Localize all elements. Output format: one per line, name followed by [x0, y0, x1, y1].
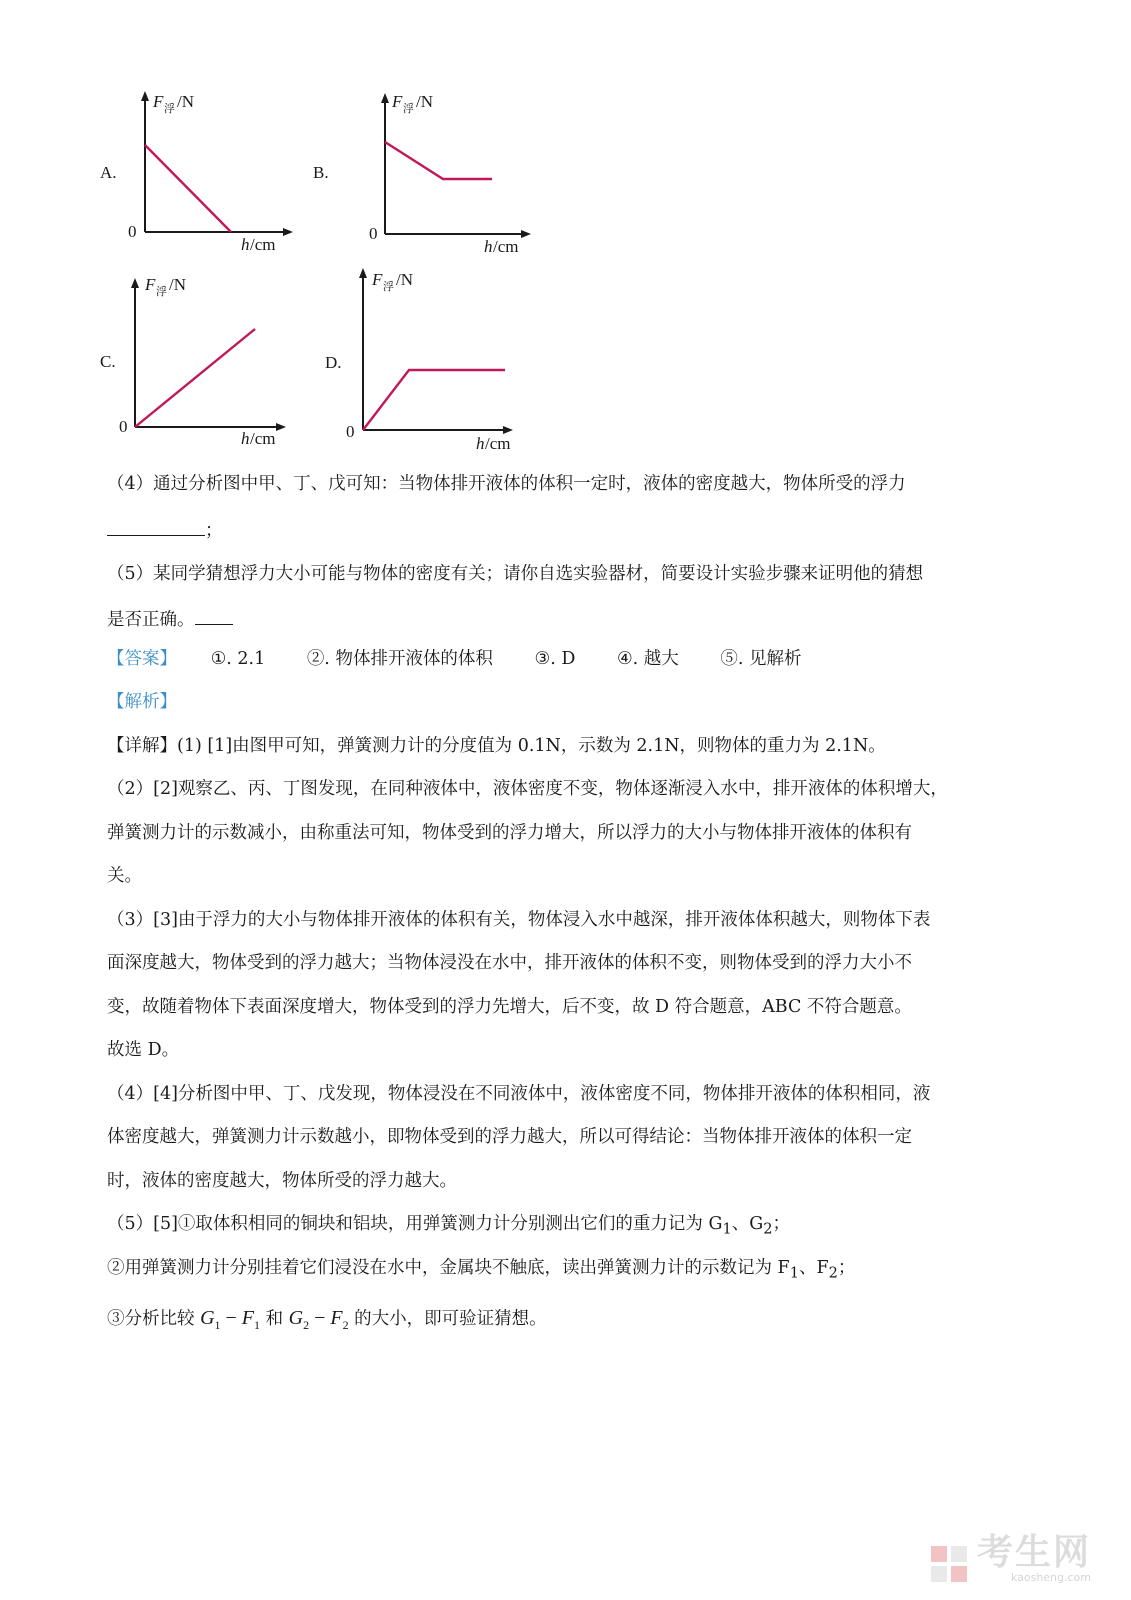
graph-option-a	[95, 85, 295, 260]
detail-line: ②用弹簧测力计分别挂着它们浸没在水中，金属块不触底，读出弹簧测力计的示数记为 $F_1$、$F_2$；	[107, 1258, 856, 1282]
y-axis-unit: /N	[169, 275, 186, 294]
x-axis-arrow	[503, 426, 513, 434]
answer-row	[107, 647, 838, 671]
detail-line: 时，液体的密度越大，物体所受的浮力越大。	[107, 1171, 457, 1191]
y-axis-arrow	[381, 93, 389, 103]
watermark-url: kaosheng.com	[1010, 1571, 1091, 1584]
option-letter: B.	[313, 163, 329, 182]
formula: $G_2 - F_2$	[288, 1307, 349, 1332]
curve-c	[135, 329, 255, 427]
origin-label: 0	[369, 224, 378, 243]
y-axis-subscript: 浮	[156, 286, 167, 298]
detail-line: ③分析比较 $G_1 - F_1$ 和 $G_2 - F_2$ 的大小，即可验证猜想。	[107, 1307, 547, 1332]
curve-b	[385, 142, 492, 179]
detail-line: 故选 D。	[107, 1040, 180, 1060]
curve-d	[363, 370, 505, 430]
detail-line: 体密度越大，弹簧测力计示数越小，即物体受到的浮力越大，所以可得结论：当物体排开液体的体积一定	[107, 1127, 912, 1147]
graph-option-c	[95, 270, 295, 450]
y-axis-unit: /N	[396, 270, 413, 289]
detail-line: 弹簧测力计的示数减小，由称重法可知，物体受到的浮力增大，所以浮力的大小与物体排开液体的体积有	[107, 823, 912, 843]
answer-item: ③. D	[534, 649, 576, 669]
question-5-text-2: 是否正确。	[107, 606, 233, 632]
graph-option-b	[310, 85, 535, 260]
answer-blank	[195, 606, 233, 625]
x-axis-arrow	[276, 423, 286, 431]
origin-label: 0	[128, 222, 137, 241]
y-axis-arrow	[141, 91, 149, 101]
x-axis-unit: /cm	[250, 429, 276, 448]
x-axis-label: h	[241, 235, 250, 254]
y-axis-unit: /N	[416, 92, 433, 111]
question-4-answer-line: ；	[107, 517, 223, 543]
y-axis-subscript: 浮	[164, 103, 175, 115]
y-axis-arrow	[359, 268, 367, 278]
answer-label: 【答案】	[107, 649, 177, 669]
curve-a	[145, 145, 231, 232]
detail-line: （4）[4]分析图中甲、丁、戊发现，物体浸没在不同液体中，液体密度不同，物体排开液体的体积相同，液	[107, 1084, 931, 1104]
origin-label: 0	[346, 422, 355, 441]
option-letter: D.	[325, 353, 342, 372]
detail-line: 面深度越大，物体受到的浮力越大；当物体浸没在水中，排开液体的体积不变，则物体受到的浮力大小不	[107, 953, 912, 973]
detail-line: 【详解】(1) [1]由图甲可知，弹簧测力计的分度值为 0.1N，示数为 2.1N，则物体的重力为 2.1N。	[107, 736, 886, 756]
formula: $G_1 - F_1$	[200, 1307, 261, 1332]
detail-line: （3）[3]由于浮力的大小与物体排开液体的体积有关，物体浸入水中越深，排开液体体积越大，则物体下表	[107, 910, 931, 930]
x-axis-arrow	[283, 228, 293, 236]
y-axis-arrow	[131, 278, 139, 288]
x-axis-unit: /cm	[485, 434, 511, 453]
y-axis-subscript: 浮	[383, 281, 394, 293]
x-axis-label: h	[241, 429, 250, 448]
x-axis-unit: /cm	[250, 235, 276, 254]
x-axis-label: h	[484, 237, 493, 256]
x-axis-unit: /cm	[493, 237, 519, 256]
analysis-label: 【解析】	[107, 692, 177, 712]
x-axis-label: h	[476, 434, 485, 453]
y-axis-label: F	[392, 92, 403, 111]
graph-option-d	[320, 260, 535, 455]
x-axis-arrow	[521, 230, 531, 238]
answer-item: ②. 物体排开液体的体积	[306, 649, 493, 669]
detail-line: 变，故随着物体下表面深度增大，物体受到的浮力先增大，后不变，故 D 符合题意，ABC 不符合题意。	[107, 997, 912, 1017]
answer-blank	[107, 517, 205, 536]
answer-item: ⑤. 见解析	[720, 649, 802, 669]
watermark	[929, 1532, 1091, 1584]
detail-line: （5）[5]①取体积相同的铜块和铝块，用弹簧测力计分别测出它们的重力记为 $G_1$、$G_2$；	[107, 1214, 791, 1238]
detail-line: 关。	[107, 866, 142, 886]
watermark-name: 考生网	[976, 1532, 1091, 1573]
y-axis-label: F	[372, 270, 383, 289]
y-axis-label: F	[153, 92, 164, 111]
question-5-text: （5）某同学猜想浮力大小可能与物体的密度有关；请你自选实验器材，简要设计实验步骤来证明他的猜想	[107, 564, 924, 584]
watermark-logo-icon	[929, 1544, 969, 1584]
answer-item: ①. 2.1	[210, 649, 266, 669]
question-4-text: （4）通过分析图中甲、丁、戊可知：当物体排开液体的体积一定时，液体的密度越大，物体所受的浮力	[107, 474, 906, 494]
option-letter: C.	[100, 352, 116, 371]
y-axis-unit: /N	[177, 92, 194, 111]
y-axis-subscript: 浮	[403, 103, 414, 115]
option-letter: A.	[100, 163, 117, 182]
answer-item: ④. 越大	[616, 649, 679, 669]
y-axis-label: F	[145, 275, 156, 294]
detail-line: （2）[2]观察乙、丙、丁图发现，在同种液体中，液体密度不变，物体逐渐浸入水中，排开液体的体积增大，	[107, 779, 948, 799]
origin-label: 0	[119, 417, 128, 436]
